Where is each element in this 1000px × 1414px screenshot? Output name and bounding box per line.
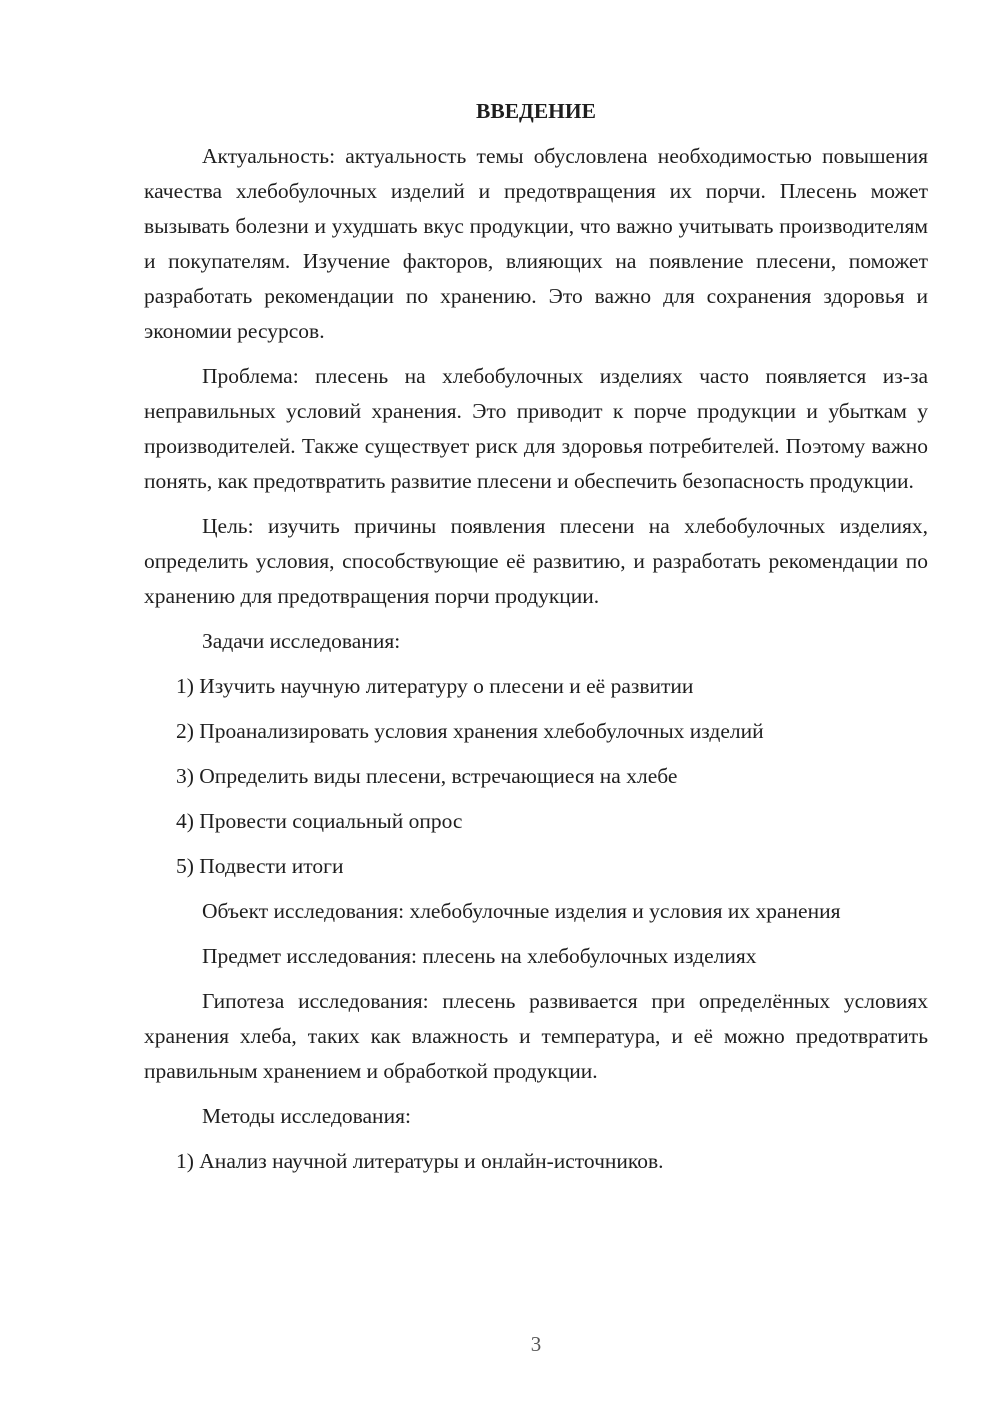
hypothesis-paragraph: Гипотеза исследования: плесень развивается при определённых условиях хранения хлеба, таких как влажность и температура, и её можно предотвратить правильным хранением и обработкой продукции. [144,989,928,1083]
goal-paragraph: Цель: изучить причины появления плесени на хлебобулочных изделиях, определить условия, способствующие её развитию, и разработать рекомендации по хранению для предотвращения порчи продукции. [144,514,928,608]
list-item: 1) Анализ научной литературы и онлайн-источников. [176,1149,664,1173]
list-item: 1) Изучить научную литературу о плесени и её развитии [176,674,694,698]
tasks-heading: Задачи исследования: [202,629,401,653]
object-paragraph: Объект исследования: хлебобулочные изделия и условия их хранения [202,899,841,923]
list-item: 2) Проанализировать условия хранения хлебобулочных изделий [176,719,764,743]
list-item: 3) Определить виды плесени, встречающиеся на хлебе [176,764,678,788]
relevance-paragraph: Актуальность: актуальность темы обусловлена необходимостью повышения качества хлебобулочных изделий и предотвращения их порчи. Плесень может вызывать болезни и ухудшать вкус продукции, что важно учитывать производителям и покупателям. Изучение факторов, влияющих на появление плесени, поможет разработать рекомендации по хранению. Это важно для сохранения здоровья и экономии ресурсов. [144,144,928,343]
page-number: 3 [530,1332,542,1356]
page-title: ВВЕДЕНИЕ [476,99,596,123]
problem-paragraph: Проблема: плесень на хлебобулочных изделиях часто появляется из-за неправильных условий хранения. Это приводит к порче продукции и убыткам у производителей. Также существует риск для здоровья потребителей. Поэтому важно понять, как предотвратить развитие плесени и обеспечить безопасность продукции. [144,364,928,493]
list-item: 4) Провести социальный опрос [176,809,463,833]
document-page [144,94,928,1189]
subject-paragraph: Предмет исследования: плесень на хлебобулочных изделиях [202,944,757,968]
methods-heading: Методы исследования: [202,1104,411,1128]
list-item: 5) Подвести итоги [176,854,344,878]
